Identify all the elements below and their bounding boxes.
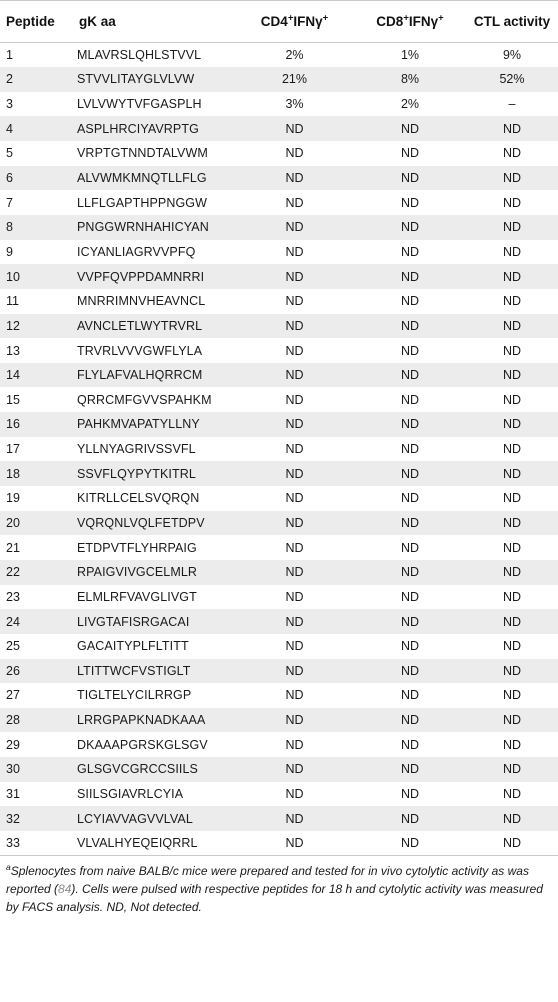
cell-ctl-activity: ND	[502, 737, 522, 752]
cell-sequence: LLFLGAPTHPPNGGW	[77, 195, 207, 210]
cell-cd8-ifng: ND	[400, 466, 420, 481]
table-row	[0, 67, 558, 92]
table-row	[0, 511, 558, 536]
table-row	[0, 141, 558, 166]
cell-peptide-number: 19	[6, 491, 20, 506]
cell-ctl-activity: ND	[502, 392, 522, 407]
cell-cd8-ifng: ND	[400, 836, 420, 851]
header-cd8-sup2: +	[438, 12, 444, 24]
footnote-reference-link[interactable]: 84	[58, 882, 72, 897]
cell-cd4-ifng: 21%	[281, 72, 308, 87]
cell-ctl-activity: ND	[502, 466, 522, 481]
table-row	[0, 461, 558, 486]
cell-ctl-activity: ND	[502, 688, 522, 703]
cell-cd4-ifng: ND	[285, 737, 304, 752]
table-row	[0, 387, 558, 412]
cell-cd8-ifng: ND	[400, 220, 420, 235]
cell-cd4-ifng: ND	[285, 515, 304, 530]
cell-cd8-ifng: ND	[400, 244, 420, 259]
cell-ctl-activity: ND	[502, 368, 522, 383]
table-row	[0, 92, 558, 117]
cell-ctl-activity: 52%	[499, 72, 525, 87]
cell-ctl-activity: ND	[502, 491, 522, 506]
cell-cd8-ifng: ND	[400, 269, 420, 284]
cell-peptide-number: 11	[6, 294, 19, 309]
table-row	[0, 215, 558, 240]
cell-sequence: GLSGVCGRCCSIILS	[77, 762, 198, 777]
cell-sequence: GACAITYPLFLTITT	[77, 639, 189, 654]
cell-cd4-ifng: ND	[285, 269, 304, 284]
cell-ctl-activity: ND	[502, 171, 522, 186]
header-ctl-activity: CTL activity	[473, 14, 551, 29]
cell-sequence: TRVRLVVVGWFLYLA	[77, 343, 203, 358]
cell-cd4-ifng: ND	[285, 836, 304, 851]
cell-ctl-activity: ND	[502, 589, 522, 604]
cell-cd4-ifng: ND	[285, 195, 304, 210]
table-row	[0, 634, 558, 659]
footnote-marker: a	[6, 862, 11, 873]
table-row	[0, 560, 558, 585]
cell-ctl-activity: ND	[502, 417, 522, 432]
header-peptide: Peptide	[6, 14, 55, 29]
cell-sequence: KITRLLCELSVQRQN	[77, 491, 200, 506]
cell-cd4-ifng: ND	[285, 220, 304, 235]
cell-cd8-ifng: ND	[400, 737, 420, 752]
table-row	[0, 116, 558, 141]
cell-ctl-activity: ND	[502, 294, 522, 309]
cell-ctl-activity: ND	[502, 121, 522, 136]
cell-sequence: SSVFLQYPYTKITRL	[77, 466, 196, 481]
cell-peptide-number: 16	[6, 417, 20, 432]
cell-sequence: DKAAAPGRSKGLSGV	[77, 737, 208, 752]
cell-ctl-activity: ND	[502, 836, 522, 851]
cell-cd4-ifng: ND	[285, 663, 304, 678]
cell-peptide-number: 29	[6, 737, 20, 752]
cell-sequence: STVVLITAYGLVLVW	[77, 72, 195, 87]
header-cd8-sup: +	[403, 12, 409, 24]
cell-sequence: VVPFQVPPDAMNRRI	[77, 269, 205, 284]
cell-cd8-ifng: ND	[400, 713, 420, 728]
table-row	[0, 683, 558, 708]
cell-cd8-ifng: ND	[400, 515, 420, 530]
cell-sequence: MNRRIMNVHEAVNCL	[77, 294, 206, 309]
cell-cd8-ifng: ND	[400, 417, 420, 432]
cell-cd8-ifng: ND	[400, 146, 420, 161]
cell-peptide-number: 21	[6, 540, 20, 555]
header-cd4-base: CD4	[260, 14, 288, 29]
cell-cd4-ifng: ND	[285, 713, 304, 728]
header-cd4-sup2: +	[322, 12, 329, 24]
header-cd8-ifng	[354, 1, 466, 43]
cell-sequence: QRRCMFGVVSPAHKM	[77, 392, 212, 407]
cell-cd4-ifng: ND	[285, 589, 304, 604]
table-row	[0, 782, 558, 807]
table-row	[0, 289, 558, 314]
header-cd4-mid: IFNγ	[293, 14, 323, 29]
table-row	[0, 757, 558, 782]
cell-peptide-number: 20	[6, 515, 20, 530]
cell-sequence: YLLNYAGRIVSSVFL	[77, 442, 196, 457]
cell-cd4-ifng: ND	[285, 171, 304, 186]
cell-sequence: PNGGWRNHAHICYAN	[77, 220, 209, 235]
cell-ctl-activity: ND	[502, 663, 522, 678]
table-row	[0, 240, 558, 265]
cell-cd8-ifng: ND	[400, 663, 420, 678]
cell-ctl-activity: ND	[502, 442, 522, 457]
cell-cd4-ifng: ND	[285, 417, 304, 432]
cell-sequence: LIVGTAFISRGACAI	[77, 614, 190, 629]
cell-peptide-number: 1	[6, 48, 13, 63]
cell-peptide-number: 6	[6, 171, 13, 186]
table-row	[0, 708, 558, 733]
cell-cd4-ifng: ND	[285, 294, 304, 309]
cell-sequence: LRRGPAPKNADKAAA	[77, 713, 206, 728]
cell-cd8-ifng: ND	[400, 688, 420, 703]
cell-peptide-number: 13	[6, 343, 20, 358]
cell-ctl-activity: ND	[502, 269, 522, 284]
cell-peptide-number: 27	[6, 688, 20, 703]
cell-peptide-number: 25	[6, 639, 20, 654]
cell-peptide-number: 33	[6, 836, 20, 851]
cell-ctl-activity: ND	[502, 540, 522, 555]
cell-ctl-activity: ND	[502, 220, 522, 235]
cell-sequence: FLYLAFVALHQRRCM	[77, 368, 203, 383]
cell-ctl-activity: ND	[502, 146, 522, 161]
cell-cd4-ifng: 2%	[285, 48, 304, 63]
table-row	[0, 831, 558, 856]
cell-peptide-number: 9	[6, 244, 13, 259]
cell-cd8-ifng: ND	[400, 195, 420, 210]
cell-peptide-number: 5	[6, 146, 13, 161]
header-cd8-mid: IFNγ	[408, 14, 439, 29]
cell-cd4-ifng: ND	[285, 343, 304, 358]
cell-cd4-ifng: ND	[285, 491, 304, 506]
cell-cd4-ifng: ND	[285, 442, 304, 457]
cell-ctl-activity: ND	[502, 614, 522, 629]
cell-cd8-ifng: ND	[400, 762, 420, 777]
cell-cd8-ifng: ND	[400, 121, 420, 136]
cell-sequence: ETDPVTFLYHRPAIG	[77, 540, 197, 555]
cell-ctl-activity: ND	[502, 318, 522, 333]
cell-sequence: AVNCLETLWYTRVRL	[77, 318, 203, 333]
cell-ctl-activity: ND	[502, 515, 522, 530]
cell-cd4-ifng: ND	[285, 762, 304, 777]
cell-cd8-ifng: ND	[400, 639, 420, 654]
table-row	[0, 412, 558, 437]
table-row	[0, 190, 558, 215]
cell-cd8-ifng: ND	[400, 614, 420, 629]
cell-ctl-activity: ND	[502, 762, 522, 777]
cell-cd8-ifng: ND	[400, 565, 420, 580]
cell-sequence: SIILSGIAVRLCYIA	[77, 787, 184, 802]
table-row	[0, 43, 558, 68]
cell-peptide-number: 2	[6, 72, 13, 87]
table-row	[0, 437, 558, 462]
cell-peptide-number: 15	[6, 392, 20, 407]
cell-ctl-activity: ND	[502, 195, 522, 210]
cell-cd4-ifng: ND	[285, 540, 304, 555]
footnote-text-after: ). Cells were pulsed with respective peptides for 18 h and cytolytic activity was measured by FACS analysis. ND, Not detected.	[6, 882, 543, 915]
cell-peptide-number: 22	[6, 565, 20, 580]
cell-peptide-number: 4	[6, 121, 13, 136]
cell-sequence: VRPTGTNNDTALVWM	[77, 146, 208, 161]
cell-sequence: MLAVRSLQHLSTVVL	[77, 48, 202, 63]
cell-peptide-number: 28	[6, 713, 20, 728]
cell-cd4-ifng: ND	[285, 121, 304, 136]
cell-cd8-ifng: ND	[400, 318, 420, 333]
table-row	[0, 166, 558, 191]
cell-cd4-ifng: ND	[285, 466, 304, 481]
cell-peptide-number: 23	[6, 589, 20, 604]
header-cd4-sup: +	[287, 12, 294, 24]
cell-peptide-number: 14	[6, 368, 20, 383]
cell-ctl-activity: –	[508, 97, 516, 112]
cell-cd4-ifng: ND	[285, 787, 304, 802]
cell-cd8-ifng: 1%	[400, 48, 420, 63]
cell-ctl-activity: ND	[502, 713, 522, 728]
cell-peptide-number: 31	[6, 787, 20, 802]
cell-sequence: ASPLHRCIYAVRPTG	[77, 121, 199, 136]
cell-cd8-ifng: ND	[400, 392, 420, 407]
table-body	[0, 43, 558, 856]
cell-cd4-ifng: ND	[285, 811, 304, 826]
table-row	[0, 264, 558, 289]
cell-ctl-activity: ND	[502, 639, 522, 654]
header-cd8-base: CD8	[376, 14, 404, 29]
cell-peptide-number: 30	[6, 762, 20, 777]
header-row	[0, 1, 558, 43]
cell-cd4-ifng: ND	[285, 688, 304, 703]
cell-sequence: TIGLTELYCILRRGP	[77, 688, 192, 703]
cell-cd4-ifng: ND	[285, 146, 304, 161]
cell-sequence: ALVWMKMNQTLLFLG	[77, 171, 207, 186]
cell-sequence: LCYIAVVAGVVLVAL	[77, 811, 193, 826]
cell-cd4-ifng: ND	[285, 614, 304, 629]
cell-cd8-ifng: ND	[400, 171, 420, 186]
cell-cd4-ifng: ND	[285, 244, 304, 259]
table-row	[0, 732, 558, 757]
cell-cd8-ifng: ND	[400, 811, 420, 826]
table-row	[0, 363, 558, 388]
cell-ctl-activity: ND	[502, 343, 522, 358]
table-row	[0, 314, 558, 339]
cell-ctl-activity: ND	[502, 244, 522, 259]
header-cd4-ifng	[235, 1, 354, 43]
cell-cd4-ifng: ND	[285, 565, 304, 580]
table-footnote	[6, 862, 552, 916]
cell-peptide-number: 10	[6, 269, 20, 284]
cell-ctl-activity: ND	[502, 787, 522, 802]
cell-cd8-ifng: ND	[400, 787, 420, 802]
table-row	[0, 585, 558, 610]
cell-peptide-number: 17	[6, 442, 20, 457]
table-row	[0, 486, 558, 511]
cell-peptide-number: 7	[6, 195, 13, 210]
cell-peptide-number: 32	[6, 811, 20, 826]
cell-cd8-ifng: 8%	[400, 72, 420, 87]
cell-sequence: VLVALHYEQEIQRRL	[77, 836, 198, 851]
cell-ctl-activity: ND	[502, 565, 522, 580]
table-header	[0, 1, 558, 43]
cell-cd4-ifng: ND	[285, 318, 304, 333]
cell-cd4-ifng: ND	[285, 392, 304, 407]
cell-cd8-ifng: ND	[400, 589, 420, 604]
table-row	[0, 659, 558, 684]
cell-cd8-ifng: ND	[400, 368, 420, 383]
cell-cd8-ifng: ND	[400, 491, 420, 506]
cell-cd4-ifng: ND	[285, 368, 304, 383]
cell-peptide-number: 24	[6, 614, 20, 629]
cell-ctl-activity: ND	[502, 811, 522, 826]
cell-cd8-ifng: ND	[400, 343, 420, 358]
cell-cd4-ifng: 3%	[285, 97, 304, 112]
cell-sequence: PAHKMVAPATYLLNY	[77, 417, 200, 432]
cell-peptide-number: 8	[6, 220, 13, 235]
table-row	[0, 609, 558, 634]
cell-peptide-number: 3	[6, 97, 13, 112]
table-row	[0, 338, 558, 363]
cell-peptide-number: 26	[6, 663, 20, 678]
cell-cd4-ifng: ND	[285, 639, 304, 654]
cell-sequence: VQRQNLVQLFETDPV	[77, 515, 205, 530]
table-row	[0, 806, 558, 831]
cell-sequence: ELMLRFVAVGLIVGT	[77, 589, 197, 604]
table-row	[0, 535, 558, 560]
cell-sequence: LTITTWCFVSTIGLT	[77, 663, 191, 678]
cell-peptide-number: 18	[6, 466, 20, 481]
cell-cd8-ifng: 2%	[400, 97, 420, 112]
cell-peptide-number: 12	[6, 318, 20, 333]
cell-sequence: LVLVWYTVFGASPLH	[77, 97, 202, 112]
cell-sequence: RPAIGVIVGCELMLR	[77, 565, 198, 580]
cell-ctl-activity: 9%	[502, 48, 522, 63]
header-gk-aa: gK aa	[79, 14, 116, 29]
cell-cd8-ifng: ND	[400, 442, 420, 457]
cell-sequence: ICYANLIAGRVVPFQ	[77, 244, 196, 259]
cell-cd8-ifng: ND	[400, 294, 420, 309]
footnote-text-before: Splenocytes from naive BALB/c mice were prepared and tested for in vivo cytolytic activity as was reported (	[6, 864, 529, 897]
cell-cd8-ifng: ND	[400, 540, 420, 555]
